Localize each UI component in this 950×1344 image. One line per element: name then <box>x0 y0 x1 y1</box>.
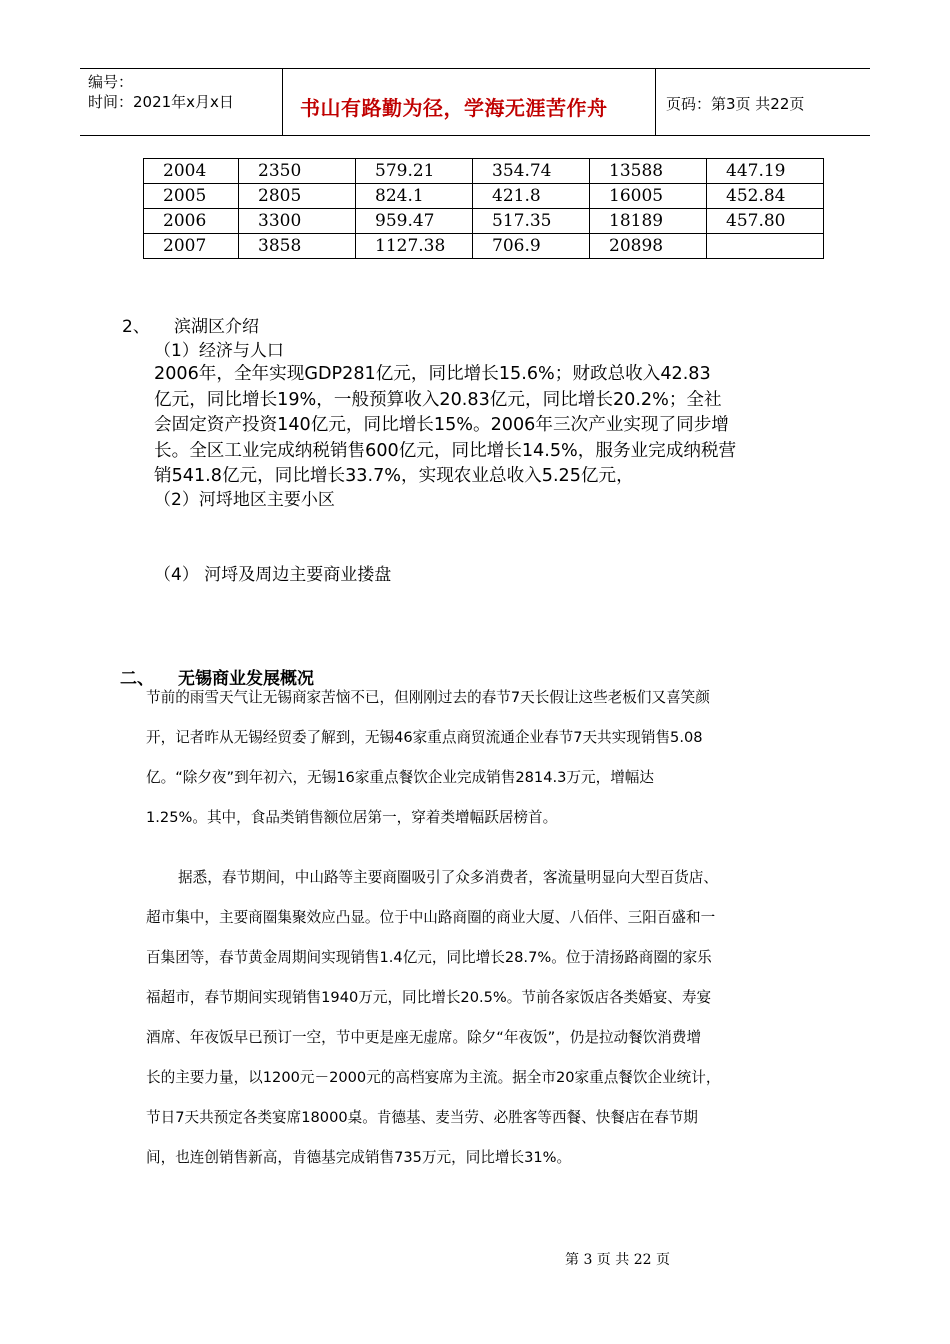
table-cell: 2004 <box>144 159 239 184</box>
table-cell: 2350 <box>239 159 356 184</box>
paragraph-line: 酒席、年夜饭早已预订一空，节中更是座无虚席。除夕“年夜饭”，仍是拉动餐饮消费增 <box>146 1029 702 1046</box>
table-cell: 959.47 <box>356 209 473 234</box>
table-cell: 452.84 <box>707 184 824 209</box>
header-divider-left <box>282 68 283 136</box>
paragraph-line: 开，记者昨从无锡经贸委了解到，无锡46家重点商贸流通企业春节7天共实现销售5.08 <box>146 729 703 746</box>
table-cell: 18189 <box>590 209 707 234</box>
header-page-info: 页码：第3页 共22页 <box>666 95 805 113</box>
header-bottom-rule <box>80 135 870 136</box>
table-cell: 579.21 <box>356 159 473 184</box>
table-cell: 706.9 <box>473 234 590 259</box>
header-divider-right <box>655 68 656 136</box>
paragraph-line: 节前的雨雪天气让无锡商家苦恼不已，但刚刚过去的春节7天长假让这些老板们又喜笑颜 <box>146 689 710 706</box>
table-cell: 447.19 <box>707 159 824 184</box>
table-row <box>144 209 824 234</box>
paragraph-line: 间，也连创销售新高，肯德基完成销售735万元，同比增长31%。 <box>146 1149 572 1166</box>
section-number: 2、 <box>122 317 150 337</box>
economy-paragraph <box>154 362 736 490</box>
header-motto: 书山有路勤为径，学海无涯苦作舟 <box>300 96 608 120</box>
paragraph-line: 超市集中，主要商圈集聚效应凸显。位于中山路商圈的商业大厦、八佰伴、三阳百盛和一 <box>146 909 716 926</box>
paragraph-line: 亿。“除夕夜”到年初六，无锡16家重点餐饮企业完成销售2814.3万元，增幅达 <box>146 769 654 786</box>
subsection-economy-population: （1）经济与人口 <box>154 341 284 361</box>
table-cell: 2006 <box>144 209 239 234</box>
table-row <box>144 184 824 209</box>
subsection-residential-areas: （2）河埒地区主要小区 <box>154 490 335 510</box>
table-cell: 13588 <box>590 159 707 184</box>
table-cell: 20898 <box>590 234 707 259</box>
page-footer: 第 3 页 共 22 页 <box>565 1252 670 1268</box>
commerce-paragraph-2 <box>146 858 720 1178</box>
table-cell: 421.8 <box>473 184 590 209</box>
table-cell: 2007 <box>144 234 239 259</box>
table-cell: 517.35 <box>473 209 590 234</box>
section-title: 滨湖区介绍 <box>174 317 259 337</box>
chapter-title: 无锡商业发展概况 <box>178 669 314 689</box>
table-cell: 457.80 <box>707 209 824 234</box>
paragraph-line: 会固定资产投资140亿元，同比增长15%。2006年三次产业实现了同步增 <box>154 415 729 435</box>
header-top-rule <box>80 68 870 69</box>
paragraph-line: 2006年，全年实现GDP281亿元，同比增长15.6%；财政总收入42.83 <box>154 364 711 384</box>
table-cell: 2005 <box>144 184 239 209</box>
paragraph-line: 长的主要力量，以1200元－2000元的高档宴席为主流。据全市20家重点餐饮企业统计， <box>146 1069 721 1086</box>
table-row <box>144 234 824 259</box>
table-cell: 2805 <box>239 184 356 209</box>
paragraph-line: 福超市，春节期间实现销售1940万元，同比增长20.5%。节前各家饭店各类婚宴、寿宴 <box>146 989 712 1006</box>
commerce-paragraph-1 <box>146 678 710 838</box>
table-cell: 16005 <box>590 184 707 209</box>
paragraph-line: 亿元，同比增长19%，一般预算收入20.83亿元，同比增长20.2%；全社 <box>154 389 722 410</box>
header-code-label: 编号： <box>88 73 134 91</box>
table-cell: 1127.38 <box>356 234 473 259</box>
header-time-label: 时间：2021年x月x日 <box>88 93 234 111</box>
chapter-number: 二、 <box>120 669 154 689</box>
table-cell: 3300 <box>239 209 356 234</box>
paragraph-line: 1.25%。其中，食品类销售额位居第一，穿着类增幅跃居榜首。 <box>146 809 558 826</box>
table-cell: 824.1 <box>356 184 473 209</box>
table-row <box>144 159 824 184</box>
subsection-commercial-buildings: （4） 河埒及周边主要商业搂盘 <box>154 565 392 585</box>
paragraph-line: 节日7天共预定各类宴席18000桌。肯德基、麦当劳、必胜客等西餐、快餐店在春节期 <box>146 1109 698 1126</box>
statistics-table <box>143 158 824 259</box>
table-cell: 3858 <box>239 234 356 259</box>
table-cell <box>707 234 824 259</box>
paragraph-line: 百集团等，春节黄金周期间实现销售1.4亿元，同比增长28.7%。位于清扬路商圈的家乐 <box>146 949 712 966</box>
paragraph-line: 长。全区工业完成纳税销售600亿元，同比增长14.5%，服务业完成纳税营 <box>154 440 737 461</box>
paragraph-line: 销541.8亿元，同比增长33.7%，实现农业总收入5.25亿元， <box>154 466 634 486</box>
table-cell: 354.74 <box>473 159 590 184</box>
paragraph-line: 据悉，春节期间，中山路等主要商圈吸引了众多消费者，客流量明显向大型百货店、 <box>178 869 718 886</box>
